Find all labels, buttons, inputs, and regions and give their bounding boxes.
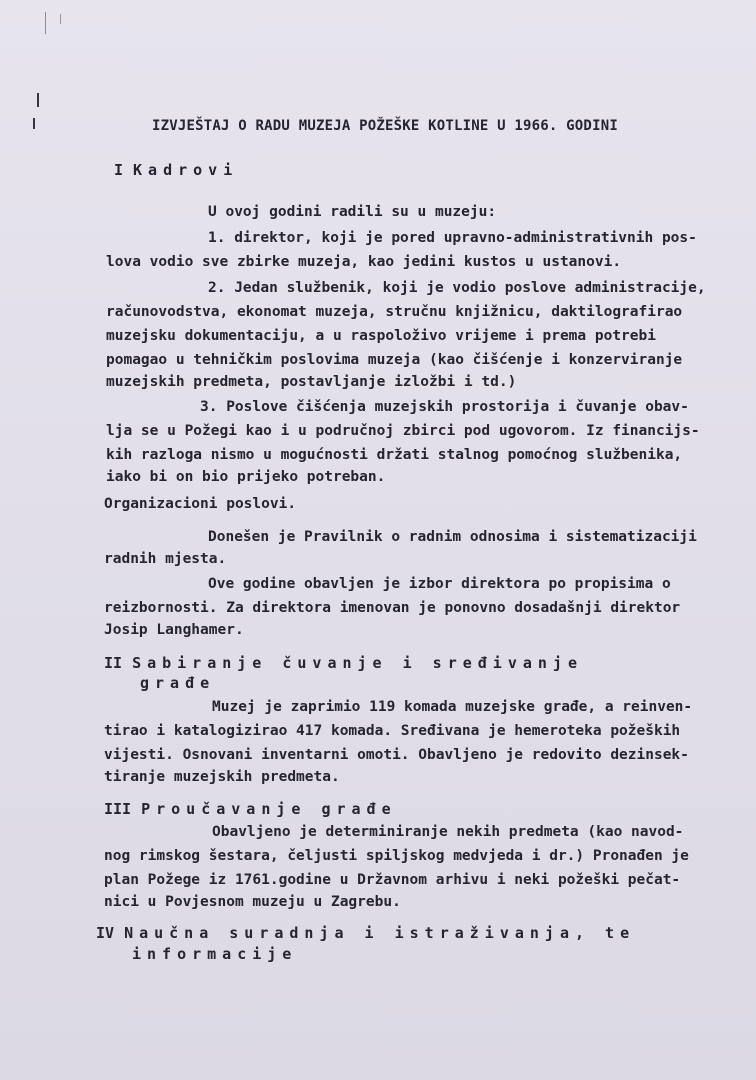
document-title: IZVJEŠTAJ O RADU MUZEJA POŽEŠKE KOTLINE U 1966. GODINI [152,118,618,134]
section-numeral: I [114,161,124,179]
section-title: Proučavanje građe [141,800,397,818]
paragraph-line: nog rimskog šestara, čeljusti spiljskog medvjeda i dr.) Pronađen je [104,848,689,864]
paragraph-line: 3. Poslove čišćenja muzejskih prostorija i čuvanje obav- [200,399,689,415]
paper-crease [60,14,61,24]
paragraph-line: kih razloga nismo u mogućnosti držati stalnog pomoćnog službenika, [106,447,683,463]
paragraph-line: Muzej je zaprimio 119 komada muzejske građe, a reinven- [212,699,693,715]
paragraph-line: 2. Jedan službenik, koji je vodio poslove administracije, [208,280,706,296]
section-title: Kadrovi [133,161,239,179]
section-title: Sabiranje čuvanje i sređivanje [132,654,583,672]
paragraph-line: iako bi on bio prijeko potreban. [106,469,386,485]
paragraph-line: U ovoj godini radili su u muzeju: [208,204,497,220]
paragraph-line: vijesti. Osnovani inventarni omoti. Obavljeno je redovito dezinsek- [104,747,689,763]
subsection-heading: Organizacioni poslovi. [104,496,297,512]
ink-mark [37,93,39,107]
section-heading-sabiranje [104,654,583,672]
paragraph-line: muzejskih predmeta, postavljanje izložbi i td.) [106,374,517,390]
ink-mark [33,118,35,129]
section-heading-kadrovi [114,161,238,179]
paragraph-line: računovodstva, ekonomat muzeja, stručnu knjižnicu, daktilografirao [106,304,683,320]
paragraph-line: nici u Povjesnom muzeju u Zagrebu. [104,894,401,910]
paragraph-line: tiranje muzejskih predmeta. [104,769,340,785]
section-heading-continuation: građe [140,674,216,692]
paragraph-line: reizbornosti. Za direktora imenovan je ponovno dosadašnji direktor [104,600,681,616]
paragraph-line: plan Požege iz 1761.godine u Državnom arhivu i neki požeški pečat- [104,872,681,888]
paragraph-line: pomagao u tehničkim poslovima muzeja (kao čišćenje i konzerviranje [106,352,683,368]
section-heading-naucna [96,924,635,942]
section-heading-proucavanje [104,800,397,818]
section-numeral: II [104,654,123,672]
paragraph-line: tirao i katalogizirao 417 komada. Sređivana je hemeroteka požeških [104,723,681,739]
paragraph-line: 1. direktor, koji je pored upravno-administrativnih pos- [208,230,697,246]
paragraph-line: muzejsku dokumentaciju, a u raspoloživo vrijeme i prema potrebi [106,328,656,344]
section-numeral: III [104,800,132,818]
paragraph-line: lova vodio sve zbirke muzeja, kao jedini kustos u ustanovi. [106,254,622,270]
paragraph-line: Obavljeno je determiniranje nekih predmeta (kao navod- [212,824,684,840]
section-title: Naučna suradnja i istraživanja, te [124,924,636,942]
paragraph-line: lja se u Požegi kao i u područnoj zbirci pod ugovorom. Iz financijs- [106,423,700,439]
paper-crease [45,12,46,34]
paragraph-line: radnih mjesta. [104,551,227,567]
paragraph-line: Ove godine obavljen je izbor direktora po propisima o [208,576,671,592]
paragraph-line: Josip Langhamer. [104,622,244,638]
section-heading-continuation: informacije [132,945,298,963]
paragraph-line: Donešen je Pravilnik o radnim odnosima i sistematizaciji [208,529,697,545]
section-numeral: IV [96,924,115,942]
